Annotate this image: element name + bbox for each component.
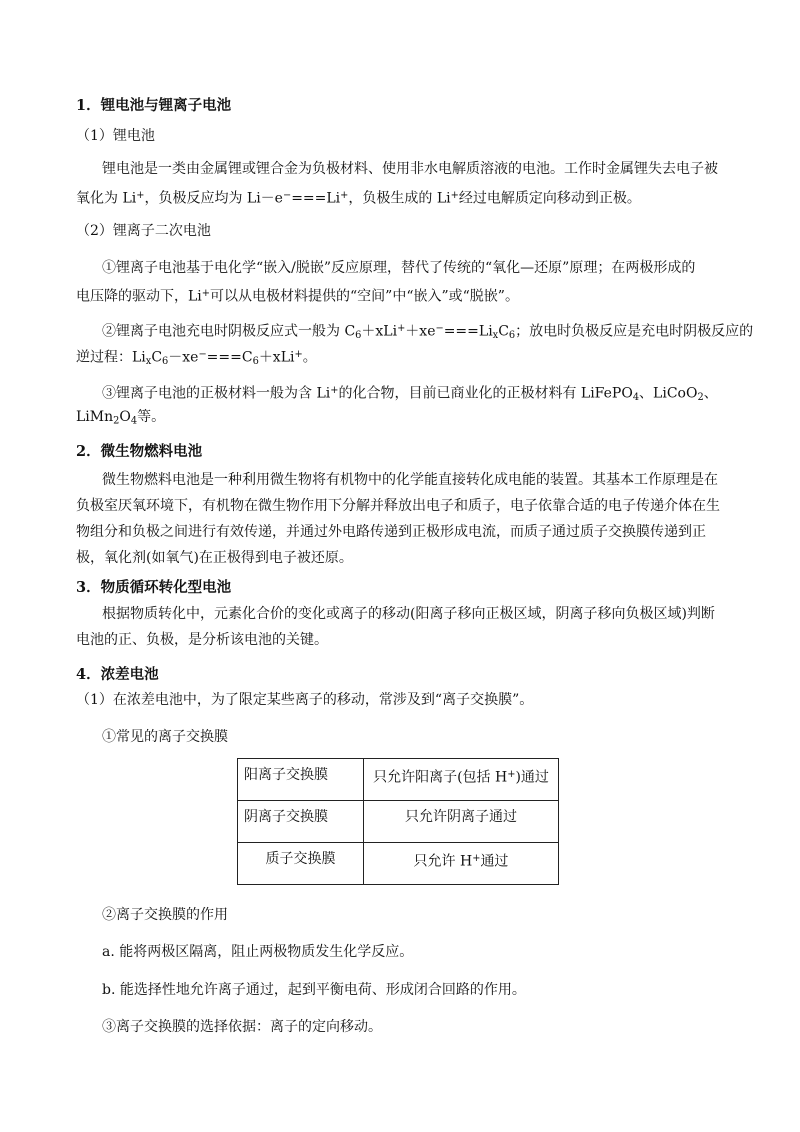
paragraph-line: 逆过程：$Li_xC_6-xe^-===C_6+xLi^+$。 xyxy=(76,349,317,367)
subsection-title-membrane-role: ②离子交换膜的作用 xyxy=(102,907,228,923)
paragraph-line: 负极室厌氧环境下，有机物在微生物作用下分解并释放出电子和质子，电子依靠合适的电子传递介体在生 xyxy=(76,498,720,514)
section-heading-4: 4．浓差电池 xyxy=(76,666,159,683)
paragraph-line: 电池的正、负极，是分析该电池的关键。 xyxy=(76,632,328,648)
section-heading-1: 1．锂电池与锂离子电池 xyxy=(76,97,232,114)
paragraph-line: ①锂离子电池基于电化学“嵌入/脱嵌”反应原理，替代了传统的“氧化—还原”原理；在两极形成的 xyxy=(102,260,696,276)
subsection-title-lithium-battery: （1）锂电池 xyxy=(76,128,155,144)
ion-exchange-membrane-table xyxy=(237,758,559,885)
paragraph-line: 氧化为 Li+，负极反应均为 Li－e−===Li+，负极生成的 Li+经过电解质定向移动到正极。 xyxy=(76,190,641,207)
paragraph-line: 极，氧化剂(如氧气)在正极得到电子被还原。 xyxy=(76,550,353,566)
table-cell: 质子交换膜 xyxy=(238,843,364,885)
list-item: a. 能将两极区隔离，阻止两极物质发生化学反应。 xyxy=(102,944,414,960)
section-heading-2: 2．微生物燃料电池 xyxy=(76,443,203,460)
paragraph-line: 电压降的驱动下，Li+可以从电极材料提供的“空间”中“嵌入”或“脱嵌”。 xyxy=(76,288,519,305)
table-cell: 阳离子交换膜 xyxy=(238,759,364,801)
section-heading-3: 3．物质循环转化型电池 xyxy=(76,579,232,596)
table-row xyxy=(238,759,559,801)
paragraph-line: 锂电池是一类由金属锂或锂合金为负极材料、使用非水电解质溶液的电池。工作时金属锂失去电子被 xyxy=(102,161,718,177)
paragraph-line: ③离子交换膜的选择依据：离子的定向移动。 xyxy=(102,1019,382,1035)
table-cell: 只允许阳离子(包括 H+)通过 xyxy=(364,759,559,801)
subsection-title-common-membranes: ①常见的离子交换膜 xyxy=(102,729,228,745)
table-cell: 只允许阴离子通过 xyxy=(364,801,559,843)
paragraph-line: ②锂离子电池充电时阴极反应式一般为 $C_6+xLi^++xe^-===Li_xC_6$；放电时负极反应是充电时阴极反应的 xyxy=(102,323,754,341)
paragraph-line: 根据物质转化中，元素化合价的变化或离子的移动(阳离子移向正极区域，阴离子移向负极区域)判断 xyxy=(102,606,715,622)
paragraph-line: 微生物燃料电池是一种利用微生物将有机物中的化学能直接转化成电能的装置。其基本工作原理是在 xyxy=(102,472,718,488)
table-row xyxy=(238,843,559,885)
subsection-title-li-ion-battery: （2）锂离子二次电池 xyxy=(76,223,211,239)
table-cell: 阴离子交换膜 xyxy=(238,801,364,843)
list-item: b. 能选择性地允许离子通过，起到平衡电荷、形成闭合回路的作用。 xyxy=(102,982,526,998)
paragraph-line: ③锂离子电池的正极材料一般为含 Li+的化合物，目前已商业化的正极材料有 LiFePO$_4$、LiCoO$_2$、 xyxy=(102,385,718,403)
paragraph-line: 物组分和负极之间进行有效传递，并通过外电路传递到正极形成电流，而质子通过质子交换膜传递到正 xyxy=(76,524,706,540)
paragraph-line: $LiMn_2O_4$等。 xyxy=(76,409,166,427)
table-row xyxy=(238,801,559,843)
paragraph-line: （1）在浓差电池中，为了限定某些离子的移动，常涉及到“离子交换膜”。 xyxy=(76,692,534,708)
table-cell: 只允许 H+通过 xyxy=(364,843,559,885)
